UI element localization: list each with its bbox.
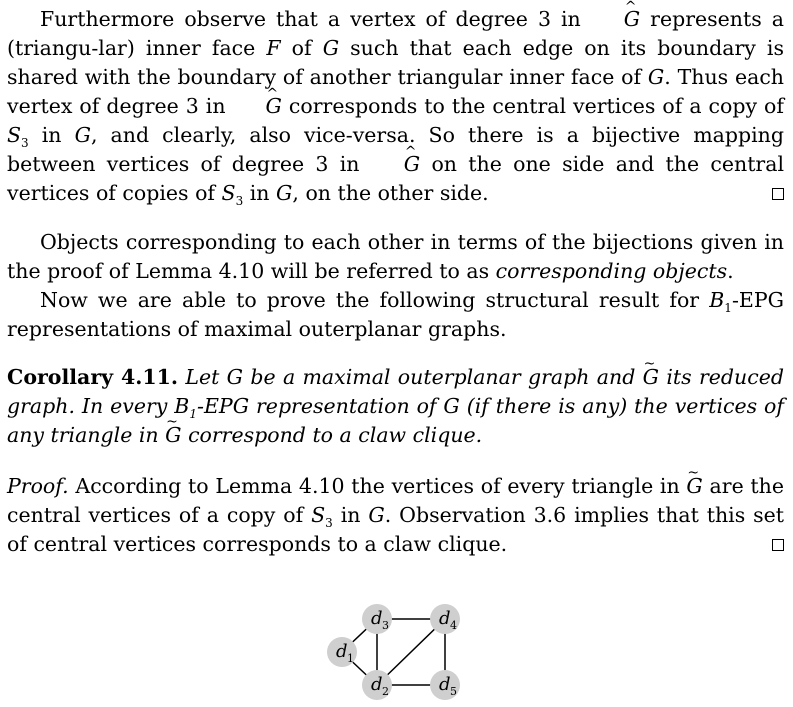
corollary-label: Corollary 4.11.: [7, 365, 179, 389]
qed-box: [772, 539, 784, 551]
qed-box: [772, 188, 784, 200]
svg-text:d: d: [371, 608, 383, 629]
svg-text:5: 5: [450, 685, 457, 698]
svg-text:3: 3: [382, 619, 389, 632]
svg-text:2: 2: [382, 685, 389, 698]
node-d4: [430, 604, 460, 634]
node-d3: [362, 604, 392, 634]
proof-corollary: Proof. According to Lemma 4.10 the vertices of every triangle in ~ G are the central vertices of a copy of $S_3$ in G. Observation 3.6 implies that this set of central vertices corresponds to a claw clique.: [7, 472, 784, 559]
paragraph-lemma-proof-end: Furthermore observe that a vertex of degree 3 in ^ G represents a (triangu-lar) inner face F of G such that each edge on its boundary is shared with the boundary of another triangular inner face of G. Thus each vertex of degree 3 in ^ G corresponds to the central vertices of a copy of $S_3$ in G, and clearly, also vice-versa. So there is a bijective mapping between vertices of degree 3 in ^ G on the one side and the central vertices of copies of $S_3$ in G, on the other side.: [7, 5, 784, 208]
svg-text:1: 1: [347, 652, 354, 665]
svg-text:d: d: [439, 674, 451, 695]
proof-label: Proof.: [7, 474, 69, 498]
node-d2: [362, 670, 392, 700]
corollary-4-11: Corollary 4.11. Let G be a maximal outerplanar graph and ~ G its reduced graph. In every $B_1$-EPG representation of G (if there is any) the vertices of any triangle in ~ G correspond to a claw clique.: [7, 363, 784, 450]
graph-figure: [320, 595, 470, 707]
svg-text:d: d: [336, 641, 348, 662]
node-d5: [430, 670, 460, 700]
node-d1: [327, 637, 357, 667]
paragraph-corresponding-objects: Objects corresponding to each other in terms of the bijections given in the proof of Lemma 4.10 will be referred to as corresponding objects.: [7, 230, 784, 283]
svg-text:4: 4: [450, 619, 457, 632]
svg-text:d: d: [371, 674, 383, 695]
paragraph-structural-result: Now we are able to prove the following structural result for $B_1$-EPG representations of maximal outerplanar graphs.: [7, 288, 784, 341]
svg-text:d: d: [439, 608, 451, 629]
